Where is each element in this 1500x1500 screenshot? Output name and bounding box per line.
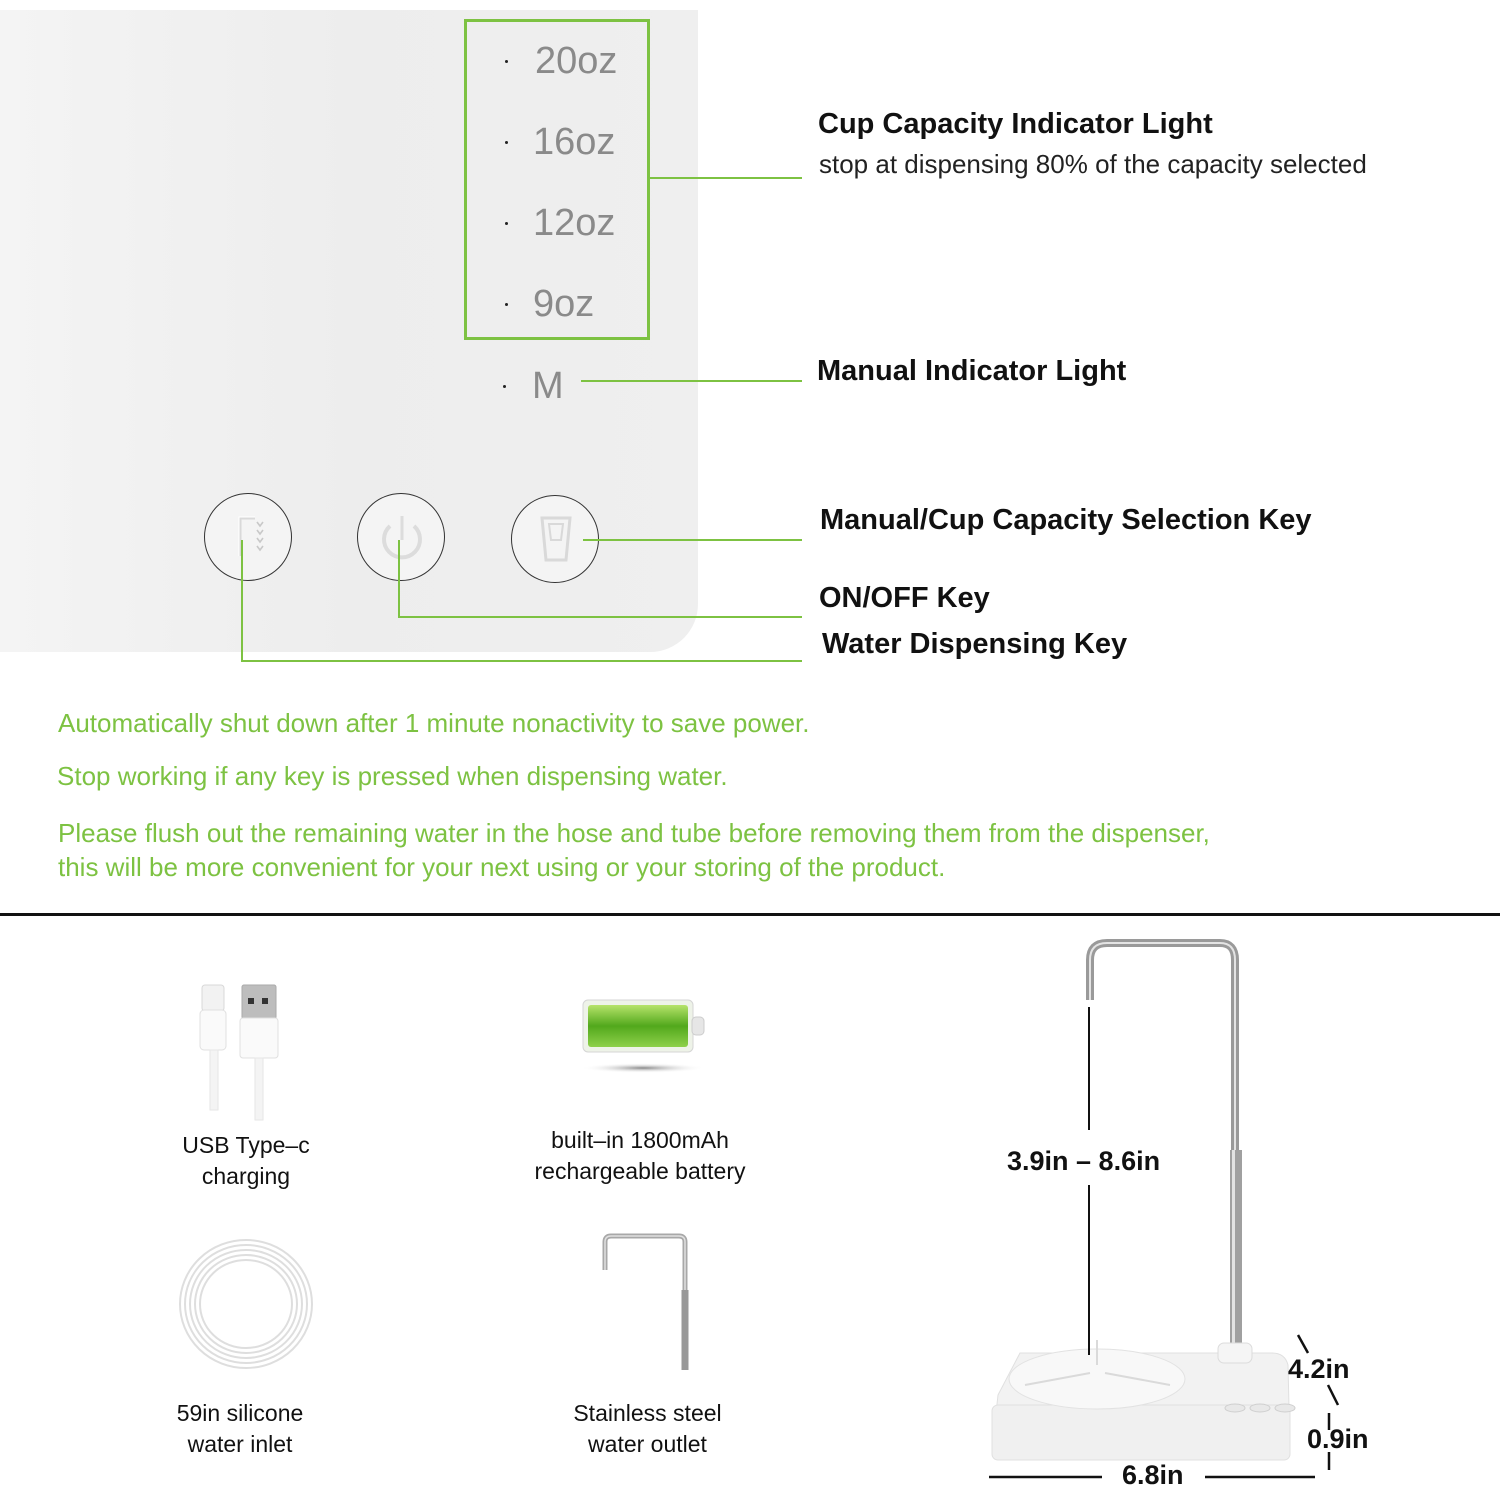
leader-line-selection-key [583,539,802,541]
dispenser-product-illustration [980,935,1400,1500]
accessory-usb-line1: USB Type–c [182,1132,310,1158]
dimension-depth: 4.2in [1288,1354,1350,1384]
note-stop-working: Stop working if any key is pressed when dispensing water. [57,761,728,791]
callout-manual-indicator: Manual Indicator Light [817,355,1127,387]
accessory-usb-label [146,1130,346,1192]
callout-cup-capacity-title: Cup Capacity Indicator Light [818,108,1213,140]
section-divider [0,913,1500,916]
leader-line-onoff [398,616,802,618]
on-off-key[interactable] [357,493,445,581]
accessory-hose-line2: water inlet [187,1431,293,1457]
accessory-tube-line1: Stainless steel [573,1400,722,1426]
indicator-dot-9oz [505,303,508,306]
capacity-label-16oz: 16oz [533,121,616,163]
usb-cable-icon [190,980,290,1125]
power-icon [358,494,446,582]
accessory-battery-line2: rechargeable battery [534,1158,746,1184]
leader-line-onoff-vertical [398,540,400,618]
note-flush-line1: Please flush out the remaining water in the hose and tube before removing them from the dispenser, [58,818,1210,848]
leader-line-manual [581,380,802,382]
capacity-label-12oz: 12oz [533,202,616,244]
leader-line-dispensing [241,660,802,662]
accessory-hose-label [140,1398,340,1460]
callout-selection-key: Manual/Cup Capacity Selection Key [820,504,1312,536]
accessory-hose-line1: 59in silicone [176,1400,304,1426]
capacity-label-9oz: 9oz [533,283,595,325]
dimension-base-height: 0.9in [1307,1424,1369,1454]
dimension-width: 6.8in [1122,1460,1184,1490]
accessory-battery-line1: built–in 1800mAh [551,1127,729,1153]
note-auto-shutdown: Automatically shut down after 1 minute nonactivity to save power. [58,708,810,738]
manual-label: M [532,365,564,407]
silicone-hose-icon [170,1232,320,1372]
indicator-dot-manual [503,385,506,388]
accessory-battery-label [500,1125,780,1187]
leader-line-capacity [650,177,802,179]
callout-dispensing-key: Water Dispensing Key [822,628,1128,660]
water-dispensing-key[interactable] [204,493,292,581]
dimension-height-range: 3.9in – 8.6in [1007,1146,1161,1176]
indicator-dot-12oz [505,222,508,225]
callout-on-off-key: ON/OFF Key [819,582,990,614]
battery-icon [578,995,713,1080]
callout-cup-capacity-subtitle: stop at dispensing 80% of the capacity selected [819,149,1367,179]
accessory-tube-label [540,1398,755,1460]
accessory-tube-line2: water outlet [588,1431,707,1457]
capacity-label-20oz: 20oz [535,40,618,82]
steel-tube-icon [595,1230,695,1375]
note-flush-line2: this will be more convenient for your next using or your storing of the product. [58,852,946,882]
dispense-icon [205,494,293,582]
accessory-usb-line2: charging [201,1163,291,1189]
leader-line-dispensing-vertical [241,540,243,662]
indicator-dot-16oz [505,141,508,144]
indicator-dot-20oz [505,60,508,63]
